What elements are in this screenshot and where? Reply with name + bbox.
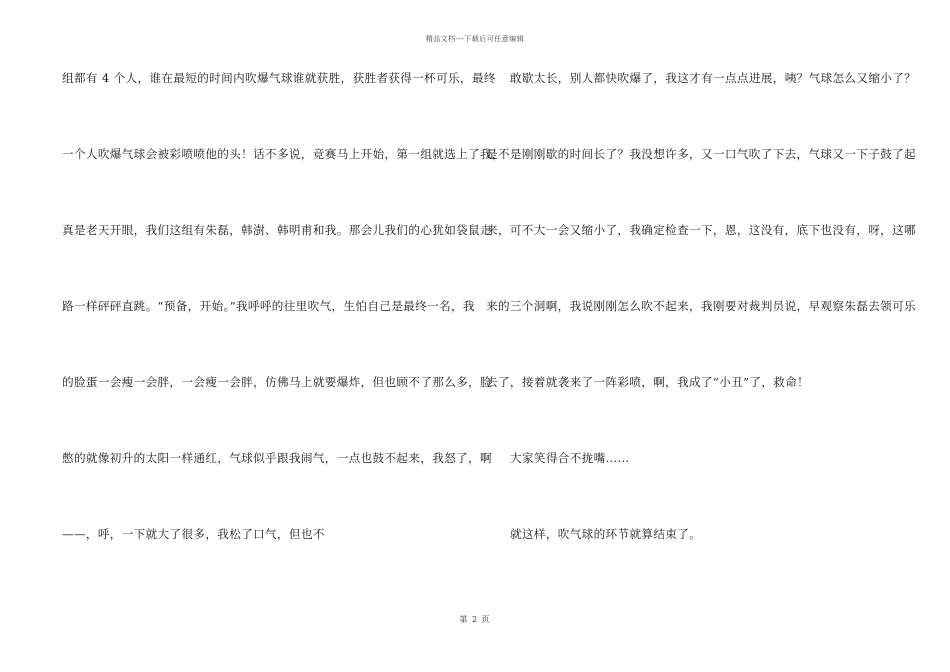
- text-line: 路一样砰砰直跳。“预备，开始。”我呼呼的往里吹气，生怕自己是最终一名，我: [62, 299, 475, 313]
- page-header: 精品文档---下载后可任意编辑: [425, 35, 525, 43]
- text-line: 就这样，吹气球的环节就算结束了。: [510, 527, 702, 541]
- text-line: 的脸蛋一会瘦一会胖，一会瘦一会胖，仿佛马上就要爆炸，但也顾不了那么多，脸: [62, 375, 492, 389]
- text-line: 来，可不大一会又缩小了，我确定检查一下，恩，这没有，底下也没有，呀，这哪: [486, 223, 916, 237]
- text-line: 一个人吹爆气球会被彩喷喷他的头！话不多说，竞赛马上开始，第一组就选上了我，: [62, 147, 504, 161]
- text-line: 是不是刚刚歇的时间长了？我没想许多，又一口气吹了下去，气球又一下子鼓了起: [486, 147, 916, 161]
- text-line: 敢歇太长，别人都快吹爆了，我这才有一点点进展，咦？气球怎么又缩小了？: [510, 71, 917, 85]
- text-line: 憋的就像初升的太阳一样通红，气球似乎跟我闹气，一点也鼓不起来，我怒了，啊: [62, 451, 492, 465]
- text-line: 来的三个洞啊，我说刚刚怎么吹不起来，我刚要对裁判员说，早观察朱磊去领可乐: [486, 299, 916, 313]
- text-line: 组都有 4 个人，谁在最短的时间内吹爆气球谁就获胜，获胜者获得一杯可乐，最终: [62, 71, 496, 85]
- text-line: ——，呼，一下就大了很多，我松了口气，但也不: [62, 527, 325, 541]
- text-line: 真是老天开眼，我们这组有朱磊，韩澍、韩明甫和我。那会儿我们的心犹如袋鼠走: [62, 223, 492, 237]
- text-line: 去了，接着就袭来了一阵彩喷，啊，我成了“小丑”了，救命！: [486, 375, 810, 389]
- page-number: 第 2 页: [459, 615, 491, 624]
- text-line: 大家笑得合不拢嘴……: [510, 451, 630, 465]
